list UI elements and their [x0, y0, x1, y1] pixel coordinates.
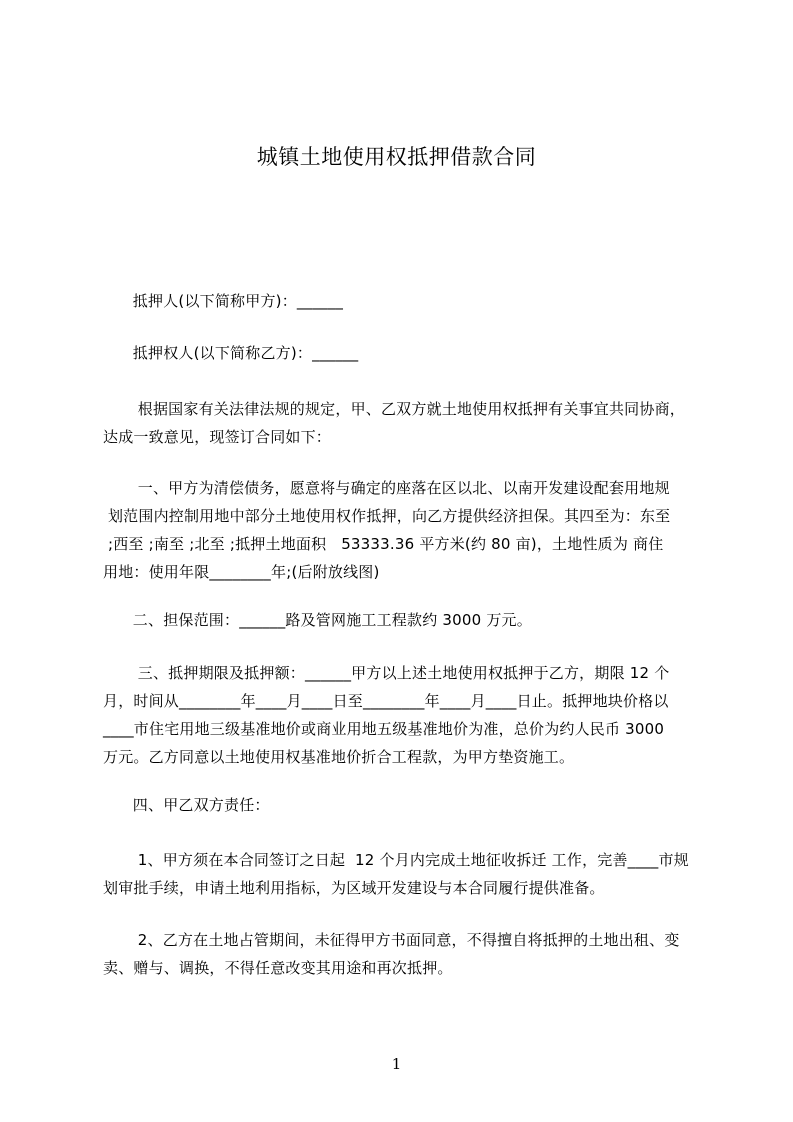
paragraph-clause-4-2: [103, 926, 703, 982]
paragraph-line: 一、甲方为清偿债务，愿意将与确定的座落在区以北、以南开发建设配套用地规: [103, 479, 670, 497]
paragraph-line: 1、甲方须在本合同签订之日起 12 个月内完成土地征收拆迁 工作，完善____市规: [103, 851, 689, 869]
paragraph-line: ;西至 ;南至 ;北至 ;抵押土地面积 53333.36 平方米(约 80 亩)，土地性质为 商住: [103, 535, 664, 553]
paragraph-line: 抵押人(以下简称甲方)：______: [103, 292, 344, 310]
paragraph-line: 划范围内控制用地中部分土地使用权作抵押，向乙方提供经济担保。其四至为：东至: [103, 507, 671, 525]
paragraph-line: 四、甲乙双方责任：: [103, 796, 270, 814]
paragraph-mortgagor: [103, 287, 703, 315]
paragraph-line: 三、抵押期限及抵押额：______甲方以上述土地使用权抵押于乙方，期限 12 个: [103, 664, 670, 682]
paragraph-clause-4-1: [103, 846, 703, 902]
paragraph-line: ____市住宅用地三级基准地价或商业用地五级基准地价为准，总价为约人民币 3000: [103, 720, 665, 738]
document-title: 城镇土地使用权抵押借款合同: [256, 145, 537, 169]
paragraph-line: 抵押权人(以下简称乙方)：______: [103, 344, 359, 362]
paragraph-clause-4: [103, 791, 703, 819]
paragraph-mortgagee: [103, 339, 703, 367]
paragraph-clause-3: [103, 659, 703, 771]
page-number: 1: [391, 1055, 402, 1073]
paragraph-line: 用地：使用年限________年;(后附放线图): [103, 563, 380, 581]
paragraph-clause-1: [103, 474, 703, 586]
paragraph-line: 达成一致意见，现签订合同如下：: [103, 428, 332, 446]
paragraph-line: 月，时间从________年____月____日至________年____月____日止。抵押地块价格以: [103, 692, 669, 710]
paragraph-line: 二、担保范围：______路及管网施工工程款约 3000 万元。: [103, 611, 532, 629]
paragraph-line: 卖、赠与、调换，不得任意改变其用途和再次抵押。: [103, 959, 453, 977]
paragraph-line: 划审批手续，申请土地利用指标，为区域开发建设与本合同履行提供准备。: [103, 879, 605, 897]
paragraph-clause-2: [103, 606, 703, 634]
paragraph-line: 万元。乙方同意以土地使用权基准地价折合工程款，为甲方垫资施工。: [103, 748, 575, 766]
paragraph-line: 2、乙方在土地占管期间，未征得甲方书面同意，不得擅自将抵押的土地出租、变: [103, 931, 680, 949]
paragraph-preamble: [103, 395, 703, 451]
paragraph-line: 根据国家有关法律法规的规定，甲、乙双方就土地使用权抵押有关事宜共同协商，: [103, 400, 685, 418]
